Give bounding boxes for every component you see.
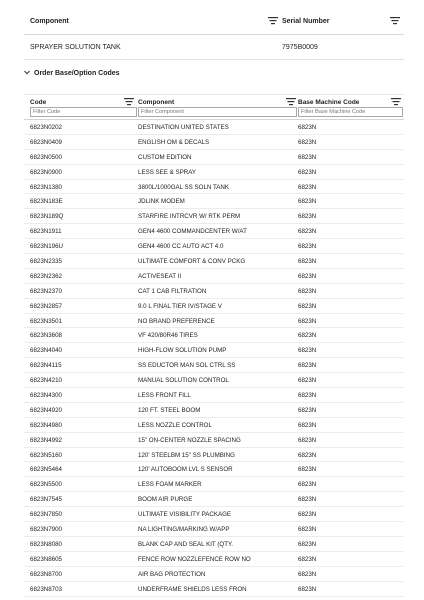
base-machine-code-cell: 6823N [298, 317, 317, 325]
component-cell: GEN4 4600 COMMANDCENTER W/AT [138, 228, 247, 236]
order-codes-rows [24, 120, 404, 597]
component-cell: HIGH-FLOW SOLUTION PUMP [138, 347, 227, 355]
component-cell: CAT 1 CAB FILTRATION [138, 287, 207, 295]
chevron-down-icon [24, 70, 32, 77]
component-cell: BOOM AIR PURGE [138, 496, 193, 504]
base-machine-code-cell: 6823N [298, 153, 317, 161]
section-title: Order Base/Option Codes [34, 70, 120, 77]
component-cell: ULTIMATE COMFORT & CONV PCKG [138, 258, 246, 266]
table-row[interactable] [24, 254, 404, 269]
code-cell: 6823N1911 [30, 228, 62, 236]
sort-lines-icon[interactable] [390, 17, 400, 25]
table-row[interactable] [24, 537, 404, 552]
base-machine-code-cell: 6823N [298, 272, 317, 280]
base-machine-code-cell: 6823N [298, 228, 317, 236]
component-serial-header [24, 8, 404, 35]
component-cell: BLANK CAP AND SEAL KIT (QTY. [138, 540, 234, 548]
base-machine-code-column-header[interactable]: Base Machine Code [298, 99, 360, 106]
component-cell: ENGLISH OM & DECALS [138, 138, 210, 146]
base-machine-code-cell: 6823N [298, 406, 317, 414]
code-cell: 6823N4210 [30, 377, 62, 385]
code-cell: 6823N4300 [30, 392, 62, 400]
base-machine-code-cell: 6823N [298, 570, 317, 578]
component-cell: 120' STEELBM 15" SS PLUMBING [138, 451, 235, 459]
code-cell: 6823N7900 [30, 526, 62, 534]
component-cell: NO BRAND PREFERENCE [138, 317, 215, 325]
component-cell: CUSTOM EDITION [138, 153, 192, 161]
code-cell: 6823N8080 [30, 540, 62, 548]
table-row[interactable] [24, 269, 404, 284]
base-machine-code-cell: 6823N [298, 347, 317, 355]
table-row[interactable] [24, 373, 404, 388]
code-cell: 6823N4920 [30, 406, 62, 414]
table-row[interactable] [24, 314, 404, 329]
base-machine-code-cell: 6823N [298, 258, 317, 266]
code-cell: 6823N4040 [30, 347, 62, 355]
base-machine-code-cell: 6823N [298, 124, 317, 131]
table-row[interactable] [24, 35, 404, 60]
code-cell: 6823N7545 [30, 496, 62, 504]
base-machine-code-cell: 6823N [298, 138, 317, 146]
table-row[interactable] [24, 284, 404, 299]
base-machine-code-cell: 6823N [298, 496, 317, 504]
component-cell: LESS FOAM MARKER [138, 481, 202, 489]
code-cell: 6823N0900 [30, 168, 62, 176]
component-cell: NA LIGHTING/MARKING W/APP [138, 526, 230, 534]
component-cell: LESS NOZZLE CONTROL [138, 421, 212, 429]
component-cell: SS EDUCTOR MAN SOL CTRL SS [138, 362, 236, 370]
table-row[interactable] [24, 448, 404, 463]
code-cell: 6823N0500 [30, 153, 62, 161]
base-machine-code-cell: 6823N [298, 451, 317, 459]
code-cell: 6823N2370 [30, 287, 62, 295]
base-machine-code-cell: 6823N [298, 540, 317, 548]
component-serial-table [24, 8, 404, 60]
base-machine-code-cell: 6823N [298, 421, 317, 429]
base-machine-code-cell: 6823N [298, 287, 317, 295]
table-row[interactable] [24, 343, 404, 358]
table-row[interactable] [24, 552, 404, 567]
code-cell: 6823N0409 [30, 138, 62, 146]
table-row[interactable] [24, 120, 404, 135]
component-cell: GEN4 4600 CC AUTO ACT 4.0 [138, 243, 224, 251]
code-cell: 6823N3501 [30, 317, 62, 325]
table-row[interactable] [24, 358, 404, 373]
base-machine-code-cell: 6823N [298, 243, 317, 251]
table-row[interactable] [24, 209, 404, 224]
component-cell: 15" ON-CENTER NOZZLE SPACING [138, 436, 241, 444]
base-machine-code-filter-input[interactable] [298, 107, 403, 117]
component-filter-input[interactable] [138, 107, 297, 117]
component-cell: DESTINATION UNITED STATES [138, 124, 229, 131]
base-machine-code-cell: 6823N [298, 585, 317, 593]
table-row[interactable] [24, 388, 404, 403]
code-cell: 6823N2857 [30, 302, 62, 310]
sort-lines-icon[interactable] [391, 98, 401, 106]
component-cell: VF 420/80R46 TIRES [138, 332, 198, 340]
code-cell: 6823N2362 [30, 272, 62, 280]
table-row[interactable] [24, 194, 404, 209]
table-row[interactable] [24, 239, 404, 254]
component-cell: FENCE ROW NOZZLEFENCE ROW NO [138, 555, 251, 563]
code-cell: 6823N2335 [30, 258, 62, 266]
base-machine-code-cell: 6823N [298, 332, 317, 340]
table-row[interactable] [24, 165, 404, 180]
table-row[interactable] [24, 328, 404, 343]
component-cell: 9.0 L FINAL TIER IV/STAGE V [138, 302, 222, 310]
component-cell: LESS SEE & SPRAY [138, 168, 197, 176]
code-cell: 6823N4980 [30, 421, 62, 429]
table-row[interactable] [24, 299, 404, 314]
serial-cell: 7975B0009 [282, 44, 318, 51]
base-machine-code-cell: 6823N [298, 436, 317, 444]
code-cell: 6823N189Q [30, 213, 64, 221]
table-row[interactable] [24, 433, 404, 448]
table-row[interactable] [24, 180, 404, 195]
component-cell: SPRAYER SOLUTION TANK [30, 44, 121, 51]
table-row[interactable] [24, 462, 404, 477]
base-machine-code-cell: 6823N [298, 213, 317, 221]
base-machine-code-cell: 6823N [298, 392, 317, 400]
component-cell: LESS FRONT FILL [138, 392, 191, 400]
code-cell: 6823N4115 [30, 362, 62, 370]
table-row[interactable] [24, 135, 404, 150]
base-machine-code-cell: 6823N [298, 555, 317, 563]
component-column-header[interactable]: Component [30, 18, 69, 25]
table-row[interactable] [24, 403, 404, 418]
order-codes-header [24, 94, 404, 120]
table-row[interactable] [24, 224, 404, 239]
table-row[interactable] [24, 567, 404, 582]
base-machine-code-cell: 6823N [298, 526, 317, 534]
code-cell: 6823N3608 [30, 332, 62, 340]
sort-lines-icon[interactable] [268, 17, 278, 25]
table-row[interactable] [24, 418, 404, 433]
base-machine-code-cell: 6823N [298, 362, 317, 370]
component-cell: 120 FT. STEEL BOOM [138, 406, 201, 414]
table-row[interactable] [24, 150, 404, 165]
component-cell: 3800L/1000GAL SS SOLN TANK [138, 183, 230, 191]
code-cell: 6823N5500 [30, 481, 62, 489]
sort-lines-icon[interactable] [286, 98, 296, 106]
code-cell: 6823N196U [30, 243, 64, 251]
table-row[interactable] [24, 477, 404, 492]
base-machine-code-cell: 6823N [298, 198, 317, 206]
code-cell: 6823N7850 [30, 511, 62, 519]
base-machine-code-cell: 6823N [298, 481, 317, 489]
code-cell: 6823N0202 [30, 124, 62, 131]
code-cell: 6823N183E [30, 198, 63, 206]
code-cell: 6823N5160 [30, 451, 62, 459]
code-cell: 6823N4992 [30, 436, 62, 444]
sort-lines-icon[interactable] [124, 98, 134, 106]
order-codes-table [24, 94, 404, 597]
base-machine-code-cell: 6823N [298, 466, 317, 474]
code-column-header[interactable]: Code [30, 99, 47, 106]
component-cell: UNDERFRAME SHIELDS LESS FRON [138, 585, 247, 593]
base-machine-code-cell: 6823N [298, 183, 317, 191]
table-row[interactable] [24, 507, 404, 522]
code-cell: 6823N1380 [30, 183, 62, 191]
code-cell: 6823N5464 [30, 466, 62, 474]
code-cell: 6823N8703 [30, 585, 62, 593]
component-cell: JDLINK MODEM [138, 198, 185, 206]
code-filter-input[interactable] [30, 107, 137, 117]
base-machine-code-cell: 6823N [298, 511, 317, 519]
component-cell: ACTIVESEAT II [138, 272, 182, 280]
component-cell: AIR BAG PROTECTION [138, 570, 206, 578]
table-row[interactable] [24, 492, 404, 507]
base-machine-code-cell: 6823N [298, 168, 317, 176]
component-cell: 120' AUTOBOOM LVL S SENSOR [138, 466, 233, 474]
table-row[interactable] [24, 582, 404, 597]
base-machine-code-cell: 6823N [298, 302, 317, 310]
base-machine-code-cell: 6823N [298, 377, 317, 385]
table-row[interactable] [24, 522, 404, 537]
code-cell: 6823N8605 [30, 555, 62, 563]
order-codes-section-toggle[interactable] [24, 70, 120, 82]
code-cell: 6823N8700 [30, 570, 62, 578]
component-cell: STARFIRE INTRCVR W/ RTK PERM [138, 213, 241, 221]
component-cell: ULTIMATE VISIBILITY PACKAGE [138, 511, 232, 519]
component-cell: MANUAL SOLUTION CONTROL [138, 377, 229, 385]
serial-column-header[interactable]: Serial Number [282, 18, 330, 25]
component-column-header[interactable]: Component [138, 99, 175, 106]
